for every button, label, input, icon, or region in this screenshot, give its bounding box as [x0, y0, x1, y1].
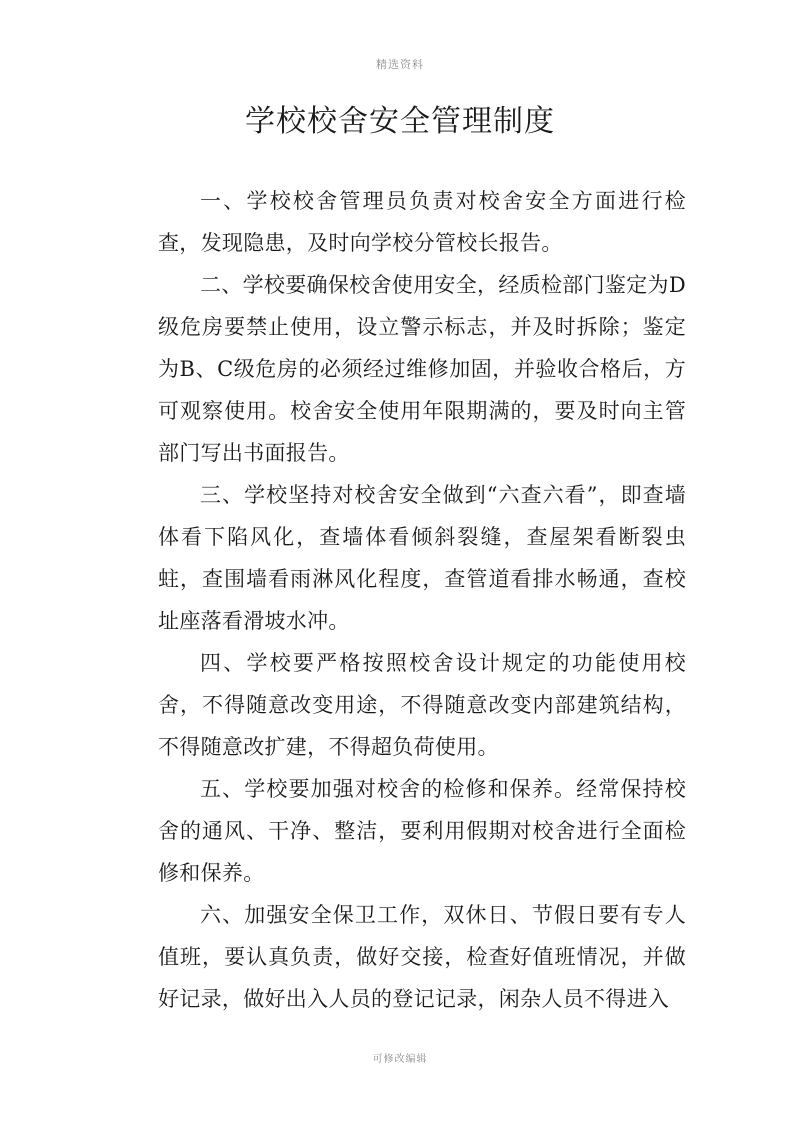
footer-note: 可修改编辑 — [372, 1054, 428, 1065]
document-title: 学校校舍安全管理制度 — [245, 104, 555, 139]
paragraph-4: 四、学校要严格按照校舍设计规定的功能使用校舍，不得随意改变用途，不得随意改变内部建筑结构，不得随意改扩建，不得超负荷使用。 — [158, 651, 686, 759]
paragraph-6: 六、加强安全保卫工作，双休日、节假日要有专人值班，要认真负责，做好交接，检查好值班情况，并做好记录，做好出入人员的登记记录，闲杂人员不得进入 — [158, 903, 686, 1011]
paragraph-2: 二、学校要确保校舍使用安全，经质检部门鉴定为D级危房要禁止使用，设立警示标志，并及时拆除；鉴定为B、C级危房的必须经过维修加固，并验收合格后，方可观察使用。校舍安全使用年限期满的，要及时向主管部门写出书面报告。 — [158, 273, 686, 465]
paragraph-5: 五、学校要加强对校舍的检修和保养。经常保持校舍的通风、干净、整洁，要利用假期对校舍进行全面检修和保养。 — [158, 777, 686, 885]
paragraph-3: 三、学校坚持对校舍安全做到“六查六看”，即查墙体看下陷风化，查墙体看倾斜裂缝，查屋架看断裂虫蛀，查围墙看雨淋风化程度，查管道看排水畅通，查校址座落看滑坡水冲。 — [158, 483, 686, 633]
paragraph-1: 一、学校校舍管理员负责对校舍安全方面进行检查，发现隐患，及时向学校分管校长报告。 — [158, 189, 686, 255]
header-note: 精选资料 — [376, 58, 424, 71]
document-body — [158, 180, 686, 1020]
